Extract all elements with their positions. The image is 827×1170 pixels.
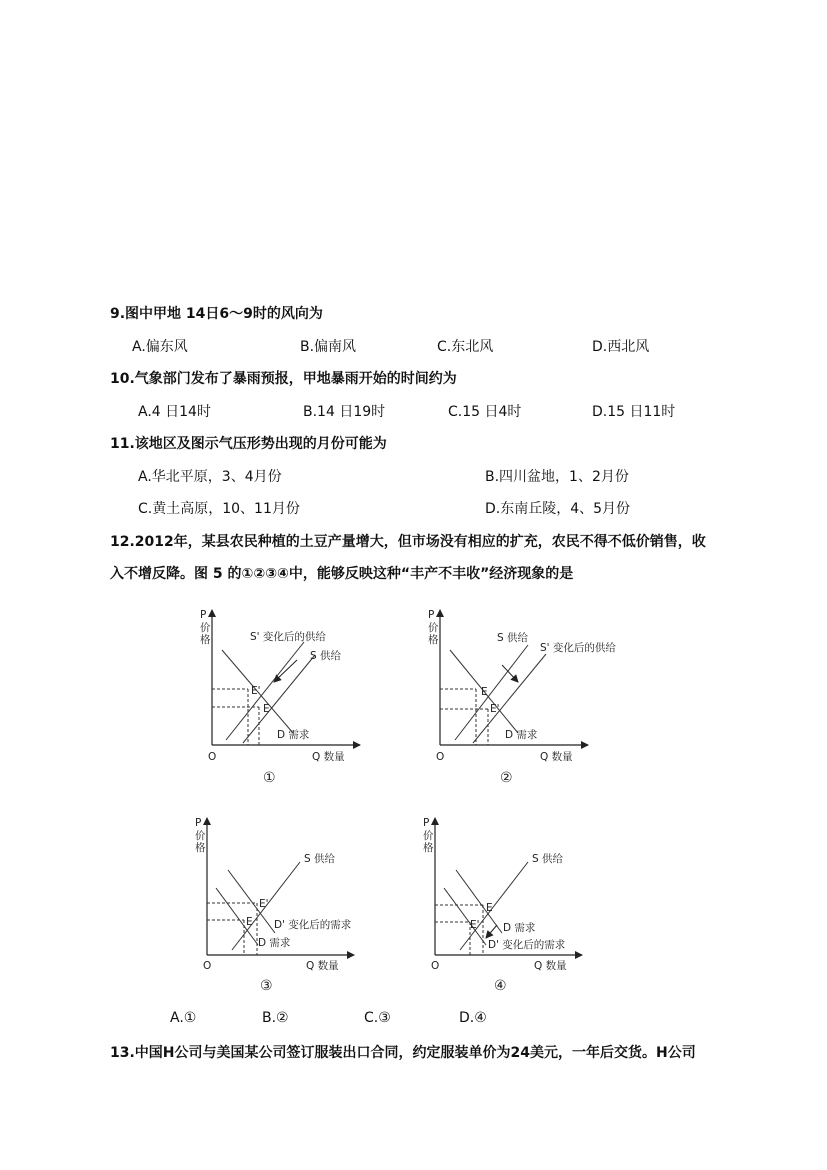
g4-e-label: E <box>486 902 493 914</box>
g3-price-1: 价 <box>195 830 206 842</box>
g3-price-2: 格 <box>195 842 206 854</box>
g4-s-label: S 供给 <box>532 853 564 865</box>
g4-s-line <box>460 862 528 950</box>
q12-option-c: C.③ <box>364 1010 391 1026</box>
q9-option-c: C.东北风 <box>437 339 494 355</box>
g1-e-prime-label: E' <box>251 685 261 697</box>
g4-caption: ④ <box>494 978 507 994</box>
g1-s-label: S 供给 <box>310 650 342 662</box>
g4-q-label: Q 数量 <box>534 960 567 972</box>
g2-q-label: Q 数量 <box>540 751 573 763</box>
g2-price-2: 格 <box>428 634 439 646</box>
g4-price-1: 价 <box>423 830 434 842</box>
g4-shift-arrow <box>486 925 497 938</box>
g3-q-label: Q 数量 <box>306 960 339 972</box>
q10-option-a: A.4 日14时 <box>138 404 211 420</box>
q9-option-d: D.西北风 <box>592 339 650 355</box>
g2-s-label: S 供给 <box>497 632 529 644</box>
q9-option-a: A.偏东风 <box>132 339 188 355</box>
g2-origin: O <box>436 751 445 763</box>
question-12-stem-line2: 入不增反降。图 5 的①②③④中，能够反映这种“丰产不丰收”经济现象的是 <box>110 566 574 582</box>
g1-shift-arrow <box>274 660 297 682</box>
g1-q-label: Q 数量 <box>312 751 345 763</box>
g3-e-label: E <box>246 916 253 928</box>
q11-option-d: D.东南丘陵，4、5月份 <box>485 501 631 517</box>
g4-p-label: P <box>423 817 430 829</box>
question-9-stem: 9.图中甲地 14日6～9时的风向为 <box>110 306 323 322</box>
g4-price-2: 格 <box>423 842 434 854</box>
graph-2 <box>428 609 616 786</box>
q10-option-b: B.14 日19时 <box>303 404 386 420</box>
q12-option-d: D.④ <box>459 1010 487 1026</box>
g1-caption: ① <box>263 770 276 786</box>
g3-caption: ③ <box>260 978 273 994</box>
question-10-stem: 10.气象部门发布了暴雨预报，甲地暴雨开始的时间约为 <box>110 371 457 387</box>
q12-option-a: A.① <box>170 1010 197 1026</box>
g2-d-label: D 需求 <box>505 729 538 741</box>
question-13-stem: 13.中国H公司与美国某公司签订服装出口合同，约定服装单价为24美元，一年后交货。H公司 <box>110 1045 696 1061</box>
g1-origin: O <box>208 751 217 763</box>
g1-s-prime-label: S' 变化后的供给 <box>250 631 326 643</box>
g4-d-label: D 需求 <box>503 922 536 934</box>
graph-4 <box>423 817 582 994</box>
question-11-stem: 11.该地区及图示气压形势出现的月份可能为 <box>110 436 387 452</box>
q10-option-c: C.15 日4时 <box>448 404 522 420</box>
graph-3 <box>195 817 354 994</box>
g4-d-prime-label: D' 变化后的需求 <box>488 939 566 951</box>
g3-p-label: P <box>195 817 202 829</box>
graph-1 <box>200 609 360 786</box>
q12-option-b: B.② <box>262 1010 289 1026</box>
g3-origin: O <box>203 960 212 972</box>
g2-caption: ② <box>500 770 513 786</box>
g1-price-2: 格 <box>200 634 211 646</box>
g3-e-prime-label: E' <box>259 898 269 910</box>
g2-s-line <box>455 645 528 740</box>
g3-s-label: S 供给 <box>304 853 336 865</box>
q11-option-c: C.黄土高原，10、11月份 <box>138 501 300 517</box>
q9-option-b: B.偏南风 <box>300 339 357 355</box>
q11-option-a: A.华北平原，3、4月份 <box>138 469 282 485</box>
g2-p-label: P <box>428 609 435 621</box>
g2-e-label: E <box>481 686 488 698</box>
g1-e-label: E <box>263 703 270 715</box>
g1-s-prime-line <box>226 642 304 740</box>
g3-d-prime-label: D' 变化后的需求 <box>274 919 352 931</box>
question-12-stem-line1: 12.2012年，某县农民种植的土豆产量增大，但市场没有相应的扩充，农民不得不低价销售，收 <box>110 534 706 550</box>
g4-e-prime-label: E' <box>470 919 480 931</box>
g2-e-prime-label: E' <box>490 703 500 715</box>
g1-p-label: P <box>200 609 207 621</box>
g2-price-1: 价 <box>428 622 439 634</box>
q11-option-b: B.四川盆地，1、2月份 <box>485 469 629 485</box>
g4-d-prime-line <box>444 888 486 945</box>
q10-option-d: D.15 日11时 <box>592 404 676 420</box>
g2-s-prime-label: S' 变化后的供给 <box>540 642 616 654</box>
g1-d-label: D 需求 <box>277 729 310 741</box>
g2-shift-arrow <box>502 665 518 682</box>
g3-d-label: D 需求 <box>258 937 291 949</box>
g1-price-1: 价 <box>200 622 211 634</box>
g4-origin: O <box>431 960 440 972</box>
